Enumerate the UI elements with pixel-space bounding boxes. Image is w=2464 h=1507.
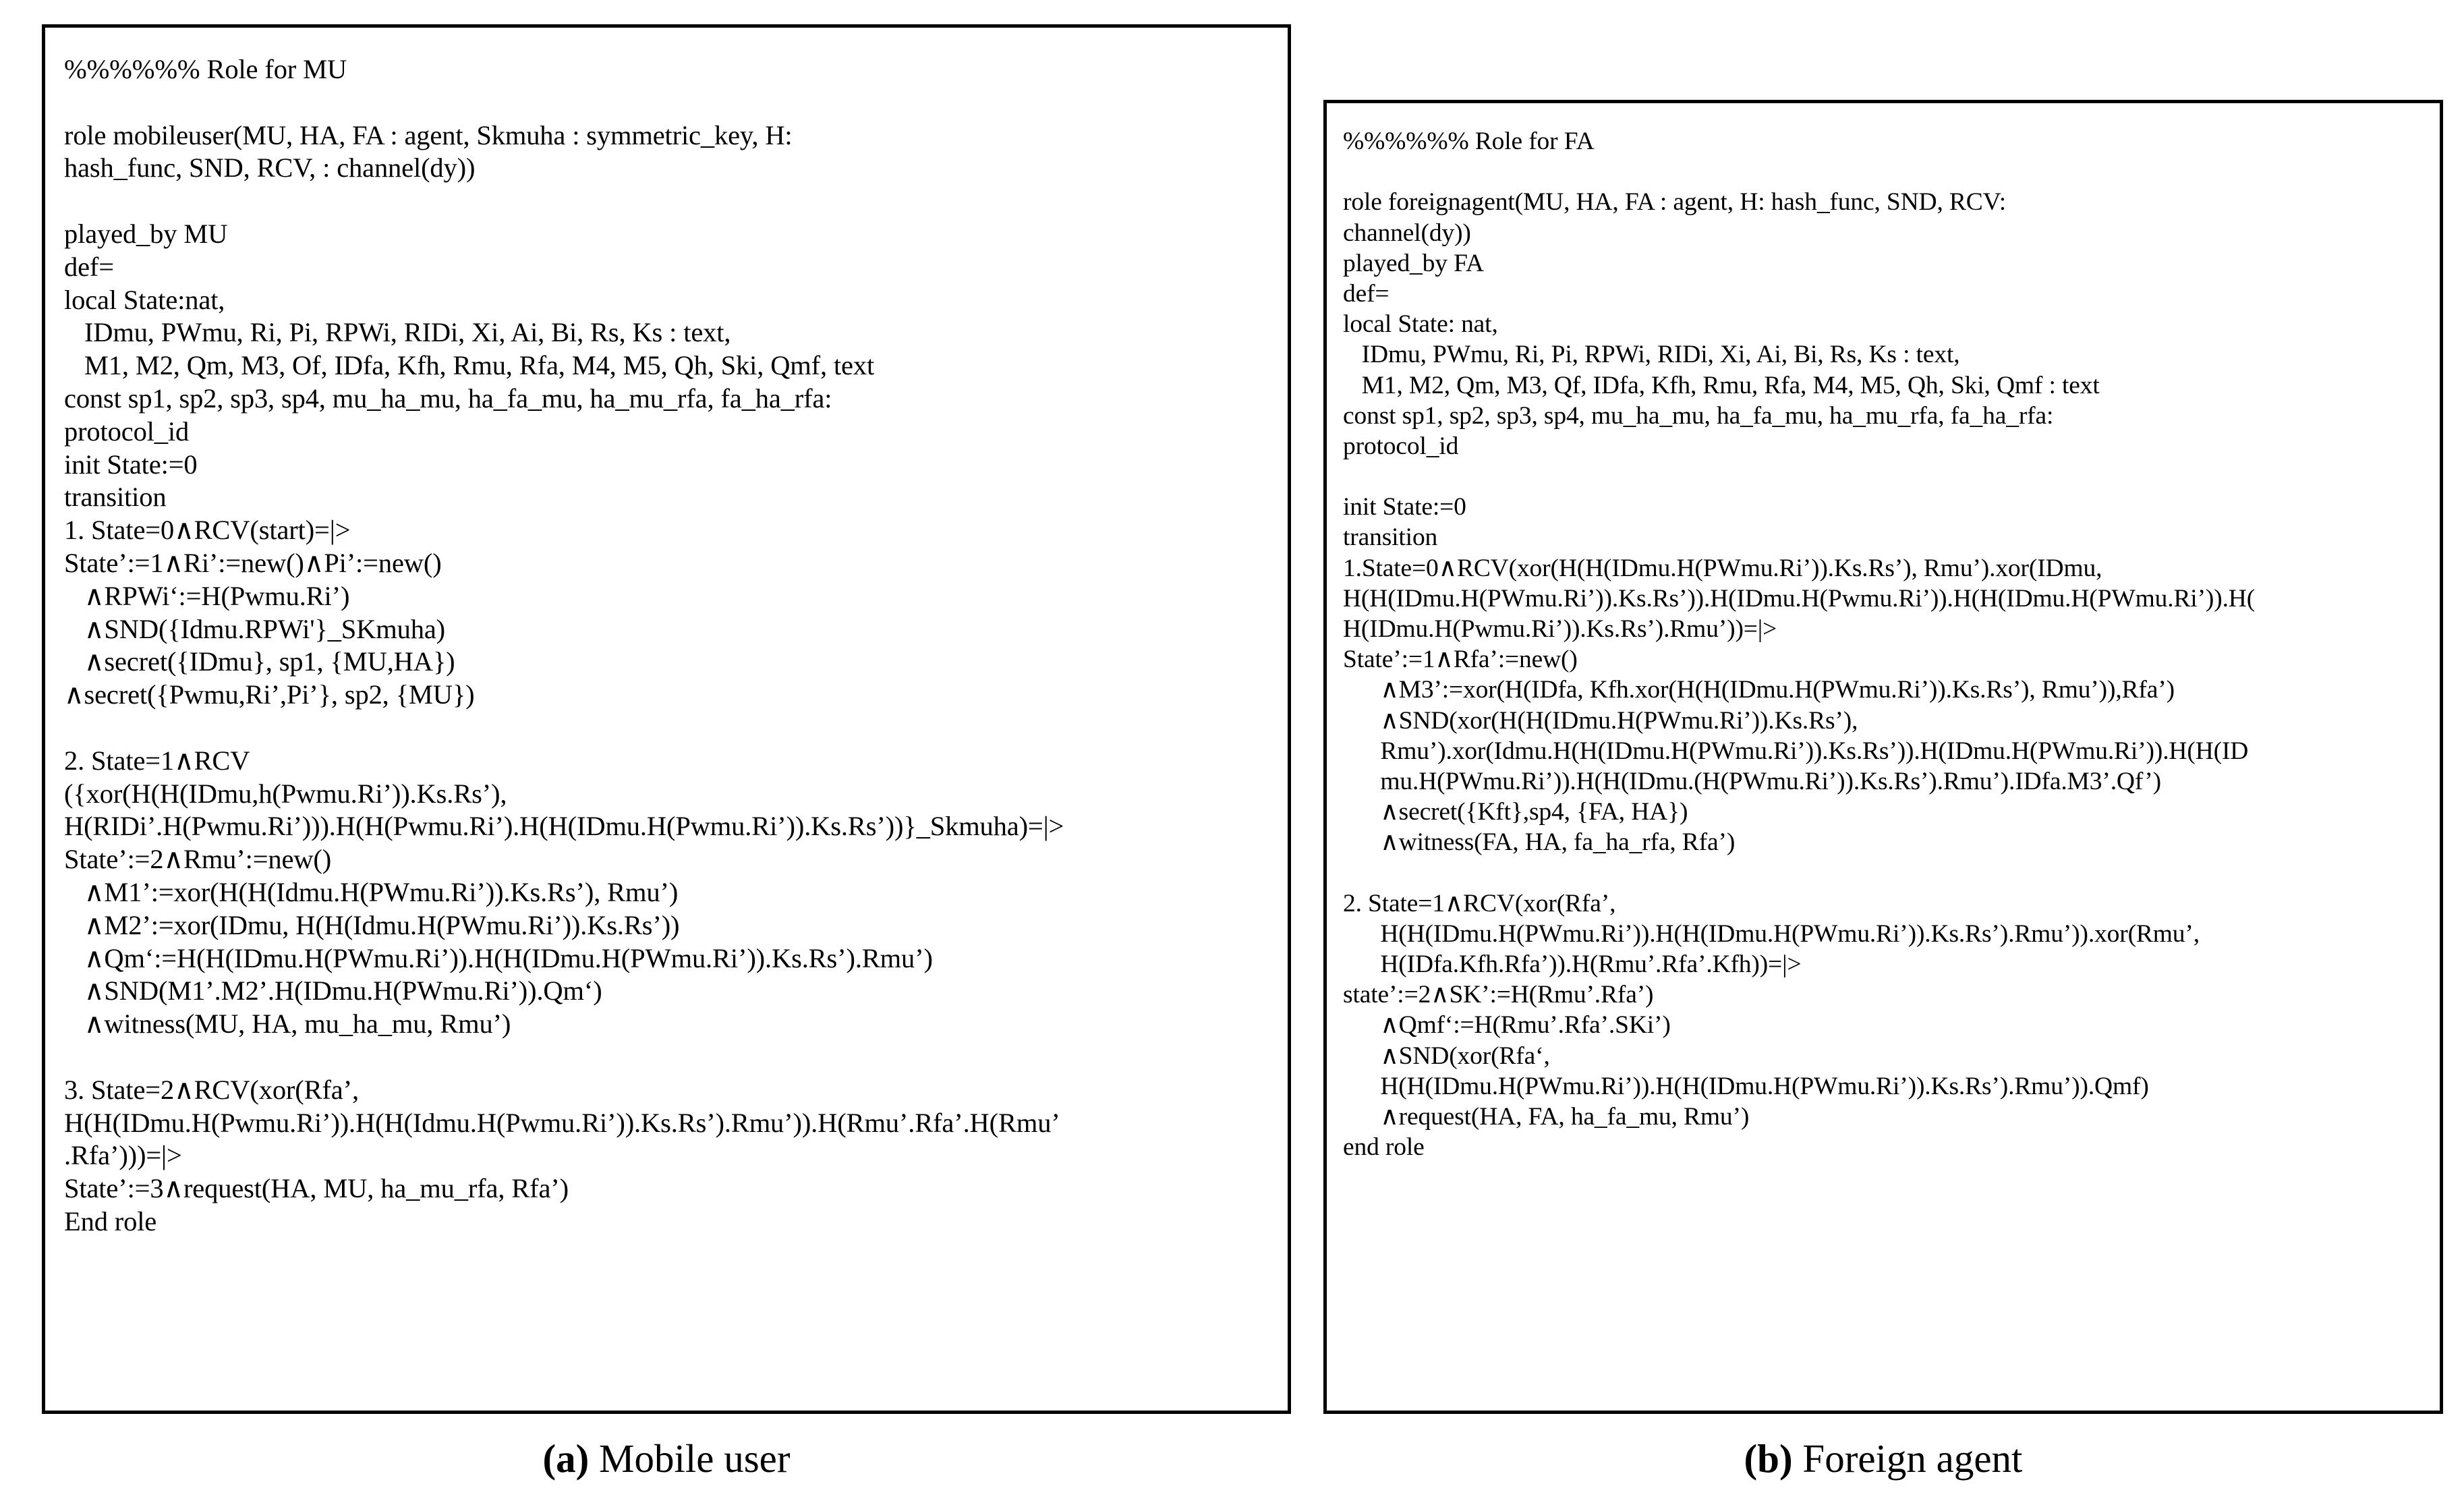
code-line: M1, M2, Qm, M3, Of, IDfa, Kfh, Rmu, Rfa, M4, M5, Qh, Ski, Qmf, text xyxy=(64,350,875,381)
code-line: ({xor(H(H(IDmu,h(Pwmu.Ri’)).Ks.Rs’), xyxy=(64,778,507,809)
code-line: End role xyxy=(64,1205,157,1236)
code-line xyxy=(1343,858,2428,888)
code-line: local State: nat, xyxy=(1343,310,1498,339)
code-line: end role xyxy=(1343,1133,1425,1162)
code-line: ∧SND(xor(H(H(IDmu.H(PWmu.Ri’)).Ks.Rs’), xyxy=(1343,706,1858,735)
code-line xyxy=(1343,461,2428,492)
code-line: ∧secret({Pwmu,Ri’,Pi’}, sp2, {MU}) xyxy=(64,679,475,710)
caption-foreign-agent xyxy=(1323,1435,2443,1482)
code-line: ∧Qmf‘:=H(Rmu’.Rfa’.SKi’) xyxy=(1343,1011,1671,1040)
code-line: const sp1, sp2, sp3, sp4, mu_ha_mu, ha_fa_mu, ha_mu_rfa, fa_ha_rfa: xyxy=(64,382,832,414)
caption-text-a: Mobile user xyxy=(589,1436,791,1481)
foreign-agent-code xyxy=(1343,126,2428,1162)
code-line: 2. State=1∧RCV xyxy=(64,745,250,776)
code-line: local State:nat, xyxy=(64,284,225,315)
code-line: mu.H(PWmu.Ri’)).H(H(IDmu.(H(PWmu.Ri’)).Ks.Rs’).Rmu’).IDfa.M3’.Qf’) xyxy=(1343,767,2161,795)
code-line xyxy=(64,86,1273,119)
code-line: ∧request(HA, FA, ha_fa_mu, Rmu’) xyxy=(1343,1103,1750,1131)
code-line: ∧M3’:=xor(H(IDfa, Kfh.xor(H(H(IDmu.H(PWmu.Ri’)).Ks.Rs’), Rmu’)),Rfa’) xyxy=(1343,676,2175,704)
code-line: const sp1, sp2, sp3, sp4, mu_ha_mu, ha_fa_mu, ha_mu_rfa, fa_ha_rfa: xyxy=(1343,401,2054,430)
code-line: M1, M2, Qm, M3, Qf, IDfa, Kfh, Rmu, Rfa, M4, M5, Qh, Ski, Qmf : text xyxy=(1343,371,2100,399)
panel-mobile-user xyxy=(42,24,1291,1414)
code-line xyxy=(64,712,1273,745)
code-line: H(H(IDmu.H(PWmu.Ri’)).H(H(IDmu.H(PWmu.Ri’)).Ks.Rs’).Rmu’)).xor(Rmu’, xyxy=(1343,919,2200,948)
code-line: State’:=2∧Rmu’:=new() xyxy=(64,844,332,875)
code-line: 2. State=1∧RCV(xor(Rfa’, xyxy=(1343,889,1616,917)
code-line xyxy=(64,185,1273,218)
code-line: H(H(IDmu.H(PWmu.Ri’)).H(H(IDmu.H(PWmu.Ri’)).Ks.Rs’).Rmu’)).Qmf) xyxy=(1343,1072,2149,1100)
code-line: ∧secret({Kft},sp4, {FA, HA}) xyxy=(1343,798,1688,826)
code-line: ∧witness(FA, HA, fa_ha_rfa, Rfa’) xyxy=(1343,828,1736,857)
code-line: State’:=1∧Ri’:=new()∧Pi’:=new() xyxy=(64,547,442,578)
code-line: init State:=0 xyxy=(64,449,198,480)
code-line: ∧Qm‘:=H(H(IDmu.H(PWmu.Ri’)).H(H(IDmu.H(PWmu.Ri’)).Ks.Rs’).Rmu’) xyxy=(64,942,933,973)
code-line: protocol_id xyxy=(1343,432,1459,460)
code-line: ∧M1’:=xor(H(H(Idmu.H(PWmu.Ri’)).Ks.Rs’), Rmu’) xyxy=(64,876,679,907)
code-line: protocol_id xyxy=(64,416,190,447)
code-line xyxy=(64,1041,1273,1074)
code-line: H(H(IDmu.H(Pwmu.Ri’)).H(H(Idmu.H(Pwmu.Ri’)).Ks.Rs’).Rmu’)).H(Rmu’.Rfa’.H(Rmu’ xyxy=(64,1107,1060,1138)
code-line: State’:=1∧Rfa’:=new() xyxy=(1343,646,1578,674)
code-line: played_by MU xyxy=(64,218,228,249)
code-line: ∧SND({Idmu.RPWi'}_SKmuha) xyxy=(64,613,445,644)
code-line: role foreignagent(MU, HA, FA : agent, H: hash_func, SND, RCV: xyxy=(1343,188,2007,217)
code-line: played_by FA xyxy=(1343,249,1484,277)
code-line: transition xyxy=(1343,523,1438,552)
code-line: H(H(IDmu.H(PWmu.Ri’)).Ks.Rs’)).H(IDmu.H(Pwmu.Ri’)).H(H(IDmu.H(PWmu.Ri’)).H( xyxy=(1343,584,2256,613)
code-line: def= xyxy=(1343,279,1389,308)
code-line xyxy=(1343,157,2428,187)
code-line: .Rfa’)))=|> xyxy=(64,1140,182,1171)
code-line: state’:=2∧SK’:=H(Rmu’.Rfa’) xyxy=(1343,981,1654,1009)
code-line: H(IDfa.Kfh.Rfa’)).H(Rmu’.Rfa’.Kfh))=|> xyxy=(1343,950,1802,979)
code-line: transition xyxy=(64,482,167,513)
code-line: H(IDmu.H(Pwmu.Ri’)).Ks.Rs’).Rmu’))=|> xyxy=(1343,615,1777,643)
code-line: channel(dy)) xyxy=(1343,219,1471,247)
code-line: %%%%%% Role for MU xyxy=(64,54,347,84)
code-line: H(RIDi’.H(Pwmu.Ri’))).H(H(Pwmu.Ri’).H(H(IDmu.H(Pwmu.Ri’)).Ks.Rs’))}_Skmuha)=|> xyxy=(64,811,1064,842)
code-line: 1.State=0∧RCV(xor(H(H(IDmu.H(PWmu.Ri’)).Ks.Rs’), Rmu’).xor(IDmu, xyxy=(1343,554,2102,582)
caption-letter-a: (a) xyxy=(542,1436,590,1481)
code-line: ∧witness(MU, HA, mu_ha_mu, Rmu’) xyxy=(64,1008,511,1040)
code-line: ∧SND(M1’.M2’.H(IDmu.H(PWmu.Ri’)).Qm‘) xyxy=(64,975,602,1006)
caption-letter-b: (b) xyxy=(1744,1436,1793,1481)
mobile-user-code xyxy=(64,53,1273,1239)
code-line: ∧RPWi‘:=H(Pwmu.Ri’) xyxy=(64,580,350,611)
code-line: hash_func, SND, RCV, : channel(dy)) xyxy=(64,152,476,183)
code-line: init State:=0 xyxy=(1343,493,1466,521)
code-line: ∧secret({IDmu}, sp1, {MU,HA}) xyxy=(64,646,455,677)
code-line: 1. State=0∧RCV(start)=|> xyxy=(64,515,351,546)
code-line: %%%%%% Role for FA xyxy=(1343,127,1595,155)
code-line: State’:=3∧request(HA, MU, ha_mu_rfa, Rfa’) xyxy=(64,1173,569,1204)
panel-foreign-agent xyxy=(1323,100,2443,1414)
code-line: IDmu, PWmu, Ri, Pi, RPWi, RIDi, Xi, Ai, Bi, Rs, Ks : text, xyxy=(1343,341,1960,369)
code-line: def= xyxy=(64,251,114,282)
code-line: IDmu, PWmu, Ri, Pi, RPWi, RIDi, Xi, Ai, Bi, Rs, Ks : text, xyxy=(64,317,731,348)
caption-text-b: Foreign agent xyxy=(1792,1436,2023,1481)
code-line: 3. State=2∧RCV(xor(Rfa’, xyxy=(64,1074,359,1105)
caption-mobile-user xyxy=(42,1435,1291,1482)
code-line: ∧M2’:=xor(IDmu, H(H(Idmu.H(PWmu.Ri’)).Ks.Rs’)) xyxy=(64,909,680,940)
code-line: Rmu’).xor(Idmu.H(H(IDmu.H(PWmu.Ri’)).Ks.Rs’)).H(IDmu.H(PWmu.Ri’)).H(H(ID xyxy=(1343,737,2249,765)
code-line: ∧SND(xor(Rfa‘, xyxy=(1343,1042,1550,1070)
code-line: role mobileuser(MU, HA, FA : agent, Skmuha : symmetric_key, H: xyxy=(64,119,793,150)
